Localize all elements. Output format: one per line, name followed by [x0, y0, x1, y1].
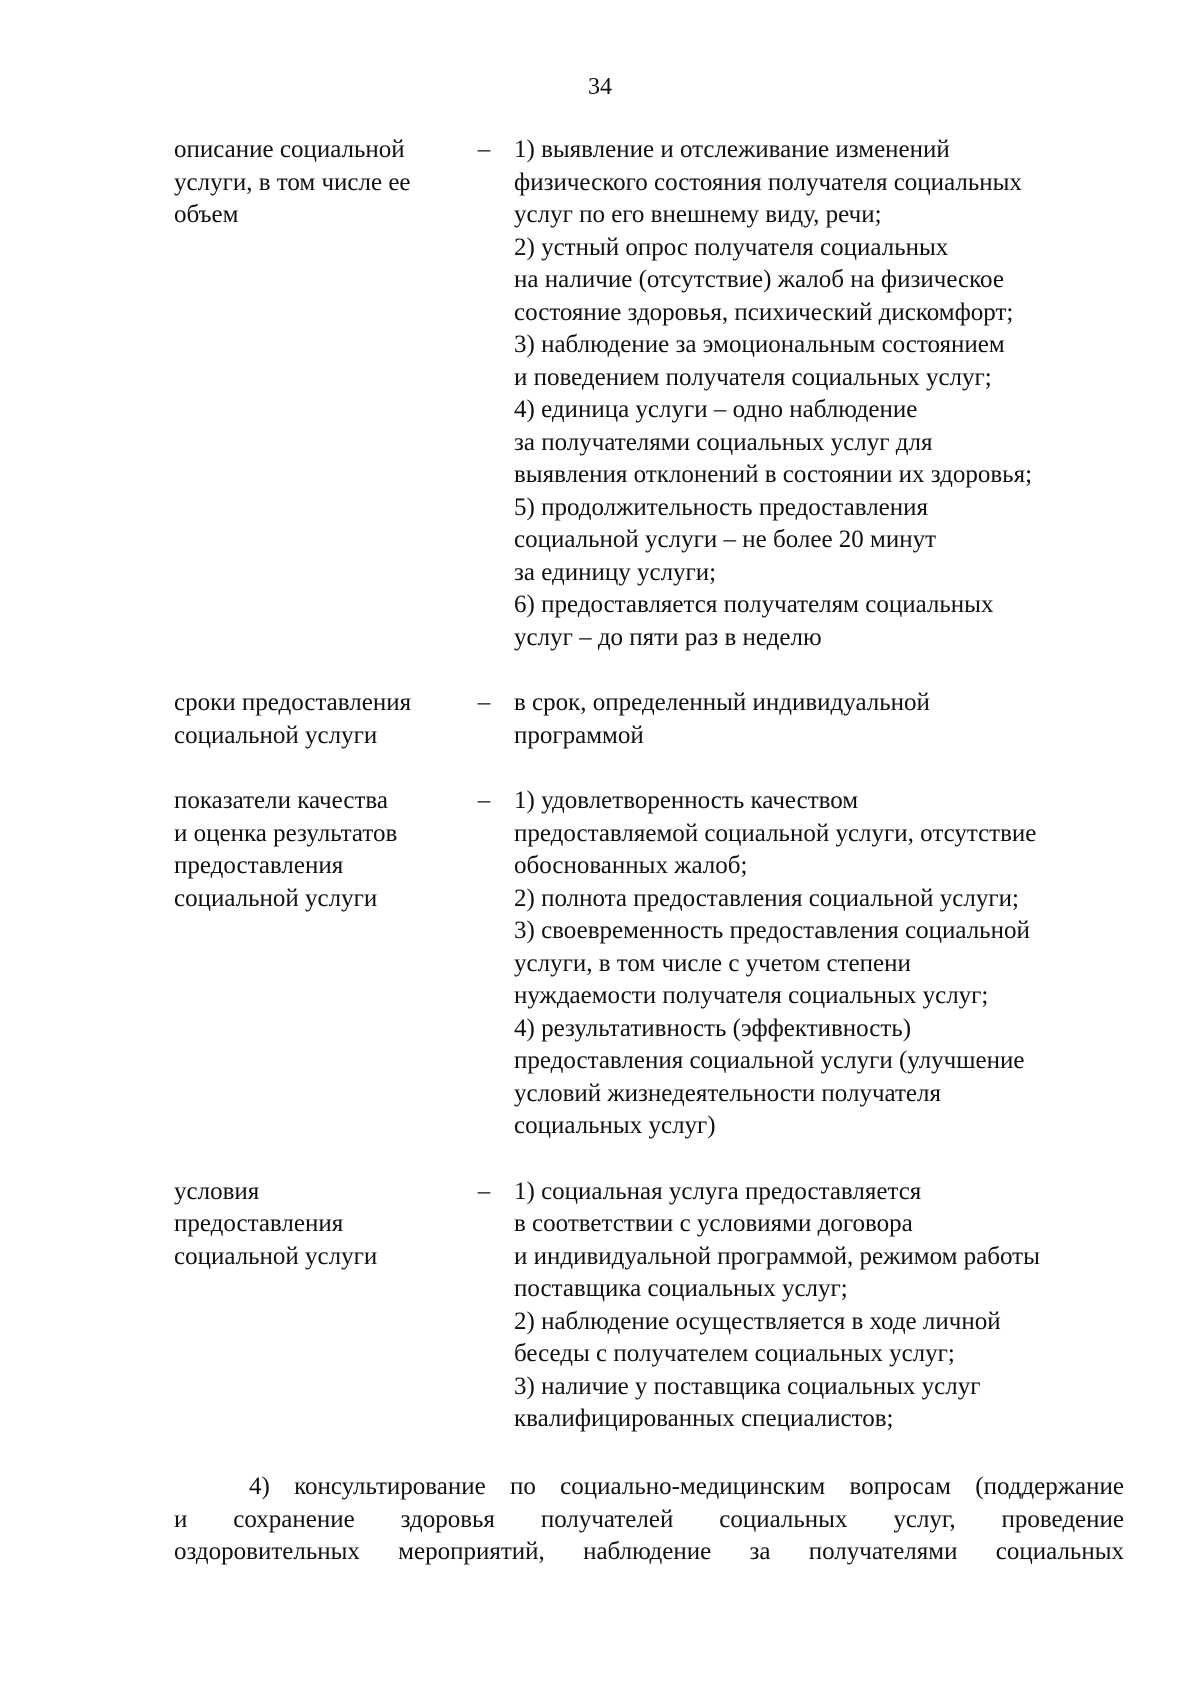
desc-line: физического состояния получателя социальных [514, 168, 1022, 196]
dash-separator: – [477, 689, 491, 716]
term-line: объем [174, 201, 239, 228]
section-description [514, 687, 1124, 752]
desc-line: 1) удовлетворенность качеством [514, 787, 859, 814]
section-term [174, 1176, 454, 1274]
term-line: социальной услуги [174, 721, 378, 749]
desc-line: состояние здоровья, психический дискомфорт; [514, 298, 1014, 326]
desc-line: социальных услуг) [514, 1112, 716, 1139]
section-row-description [174, 134, 1124, 654]
desc-line: за единицу услуги; [514, 558, 717, 586]
term-line: социальной услуги [174, 884, 378, 912]
section-row-conditions [174, 1176, 1124, 1436]
section-description [514, 785, 1124, 1143]
desc-line: 1) социальная услуга предоставляется [514, 1177, 922, 1205]
section-description [514, 1176, 1124, 1436]
desc-line: на наличие (отсутствие) жалоб на физическое [514, 266, 1004, 293]
term-line: и оценка результатов [174, 819, 398, 847]
desc-line: и индивидуальной программой, режимом работы [514, 1242, 1040, 1270]
desc-line: услуги, в том числе с учетом степени [514, 949, 911, 977]
term-line: сроки предоставления [174, 689, 412, 716]
service-description-table [174, 134, 1124, 1436]
desc-line: 6) предоставляется получателям социальных [514, 591, 994, 618]
term-line: социальной услуги [174, 1242, 378, 1270]
dash-separator: – [477, 136, 491, 163]
desc-line: 1) выявление и отслеживание изменений [514, 136, 950, 163]
desc-line: услуг по его внешнему виду, речи; [514, 201, 882, 228]
desc-line: обоснованных жалоб; [514, 852, 748, 879]
dash-separator: – [477, 787, 491, 814]
consultation-paragraph [174, 1471, 1124, 1569]
desc-line: поставщика социальных услуг; [514, 1275, 848, 1302]
paragraph-line: 4) консультирование по социально-медицинским вопросам (поддержание [249, 1473, 1124, 1500]
desc-line: выявления отклонений в состоянии их здоровья; [514, 461, 1033, 488]
desc-line: предоставления социальной услуги (улучшение [514, 1047, 1025, 1074]
paragraph-line: оздоровительных мероприятий, наблюдение за получателями социальных [174, 1538, 1124, 1565]
desc-line: 4) единица услуги – одно наблюдение [514, 396, 918, 423]
desc-line: 3) наблюдение за эмоциональным состоянием [514, 331, 1005, 358]
term-line: условия [174, 1177, 260, 1205]
desc-line: 2) полнота предоставления социальной услуги; [514, 884, 1019, 912]
desc-line: 2) наблюдение осуществляется в ходе личной [514, 1307, 1001, 1335]
desc-line: 3) своевременность предоставления социальной [514, 917, 1030, 944]
desc-line: за получателями социальных услуг для [514, 428, 933, 456]
desc-line: 4) результативность (эффективность) [514, 1014, 912, 1042]
desc-line: и поведением получателя социальных услуг; [514, 363, 992, 391]
section-term [174, 785, 454, 915]
desc-line: 3) наличие у поставщика социальных услуг [514, 1372, 981, 1400]
term-line: предоставления [174, 1210, 344, 1237]
term-line: показатели качества [174, 787, 388, 814]
section-row-quality [174, 785, 1124, 1143]
term-line: описание социальной [174, 136, 405, 163]
desc-line: 2) устный опрос получателя социальных [514, 233, 949, 261]
section-row-terms [174, 687, 1124, 752]
section-description [514, 134, 1124, 654]
desc-line: квалифицированных специалистов; [514, 1405, 894, 1432]
section-term [174, 134, 454, 232]
term-line: предоставления [174, 852, 344, 879]
term-line: услуги, в том числе ее [174, 168, 411, 196]
desc-line: программой [514, 721, 644, 749]
desc-line: условий жизнедеятельности получателя [514, 1079, 941, 1107]
section-term [174, 687, 454, 752]
dash-separator: – [477, 1177, 491, 1205]
desc-line: беседы с получателем социальных услуг; [514, 1340, 955, 1367]
desc-line: предоставляемой социальной услуги, отсутствие [514, 819, 1037, 847]
desc-line: социальной услуги – не более 20 минут [514, 526, 937, 553]
desc-line: 5) продолжительность предоставления [514, 493, 929, 521]
desc-line: услуг – до пяти раз в неделю [514, 623, 822, 651]
desc-line: нуждаемости получателя социальных услуг; [514, 982, 989, 1009]
paragraph-line: и сохранение здоровья получателей социальных услуг, проведение [174, 1505, 1124, 1533]
desc-line: в соответствии с условиями договора [514, 1210, 913, 1237]
page-number: 34 [588, 74, 612, 100]
desc-line: в срок, определенный индивидуальной [514, 689, 930, 716]
